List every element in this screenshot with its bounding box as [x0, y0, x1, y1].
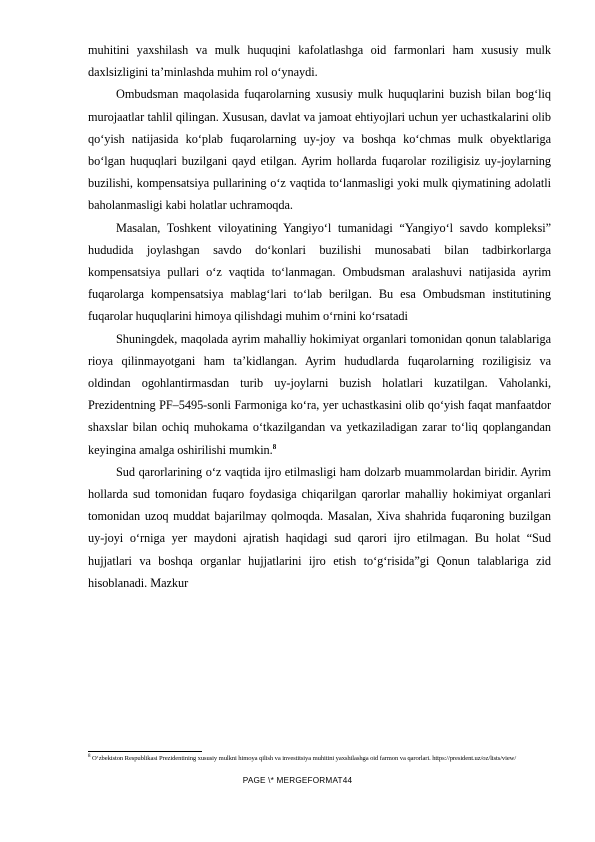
paragraph-ombudsman-article: Ombudsman maqolasida fuqarolarning xususiy mulk huquqlarini buzish bilan bog‘liq murojaatlar tahlil qilingan. Xususan, davlat va jamoat ehtiyojlari uchun yer uchastkalarini olib qo‘yish natijasida ko‘plab fuqarolarning uy-joy va boshqa ko‘chmas mulk obyektlariga bo‘lgan huquqlari buzilgani qayd etilgan. Ayrim hollarda fuqarolar roziligisiz uy-joylarning buzilishi, kompensatsiya pullarining o‘z vaqtida to‘lanmasligi yoki mulk qiymatining adolatli baholanmasligi kabi holatlar uchramoqda.	[88, 87, 551, 213]
paragraph-yangiyol-example: Masalan, Toshkent viloyatining Yangiyo‘l tumanidagi “Yangiyo‘l savdo kompleksi” hududida joylashgan savdo do‘konlari buzilishi munosabati bilan tadbirkorlarga kompensatsiya pullari o‘z vaqtida to‘lanmagan. Ombudsman aralashuvi natijasida ayrim fuqarolarga kompensatsiya mablag‘lari to‘lab berilgan. Bu esa Ombudsman institutining fuqarolar huquqlarini himoya qilishdagi muhim o‘rnini ko‘rsatadi	[88, 220, 551, 324]
footnote	[88, 754, 551, 764]
paragraph-court-decisions: Sud qarorlarining o‘z vaqtida ijro etilmasligi ham dolzarb muammolardan biridir. Ayrim hollarda sud tomonidan fuqaro foydasiga chiqarilgan qarorlar mahalliy hokimiyat organlari tomonidan uzoq muddat bajarilmay qolmoqda. Masalan, Xiva shahrida fuqaroning buzilgan uy-joyi o‘rniga yer maydoni ajratish haqidagi sud qarori ijro etilmagan. Bu holat “Sud hujjatlari va boshqa organlar hujjatlarini ijro etish to‘g‘risida”gi Qonun talablariga zid hisoblanadi. Mazkur	[88, 464, 551, 590]
paragraph-local-authorities-text: Shuningdek, maqolada ayrim mahalliy hokimiyat organlari tomonidan qonun talablariga rioya qilinmayotgani ham ta’kidlangan. Ayrim hududlarda fuqarolarning roziligisiz va oldindan ogohlantirmasdan turib uy-joylarni buzish holatlari kuzatilgan. Vaholanki, Prezidentning PF–5495-sonli Farmoniga ko‘ra, yer uchastkasini olib qo‘yish faqat manfaatdor shaxslar bilan ochiq muhokama o‘tkazilgandan va yetkaziladigan zarar to‘liq qoplangandan keyingina amalga oshirilishi mumkin.	[88, 331, 551, 457]
paragraph-continuation: muhitini yaxshilash va mulk huquqini kafolatlashga oid farmonlari ham xususiy mulk daxlsizligini ta’minlashda muhim rol o‘ynaydi.	[88, 43, 551, 80]
footnote-marker[interactable]: 8	[272, 442, 277, 451]
paragraph-local-authorities	[88, 328, 551, 461]
document-body	[88, 39, 551, 594]
footnote-text: O‘zbekiston Respublikasi Prezidentining xususiy mulkni himoya qilish va investitsiya muhitini yaxshilashga oid farmon va qarorlari. https://president.uz/oz/lists/view/	[91, 755, 517, 762]
footnote-number: 8	[88, 753, 91, 759]
footnote-separator	[88, 751, 202, 752]
page-footer-field: PAGE \* MERGEFORMAT44	[242, 776, 353, 785]
